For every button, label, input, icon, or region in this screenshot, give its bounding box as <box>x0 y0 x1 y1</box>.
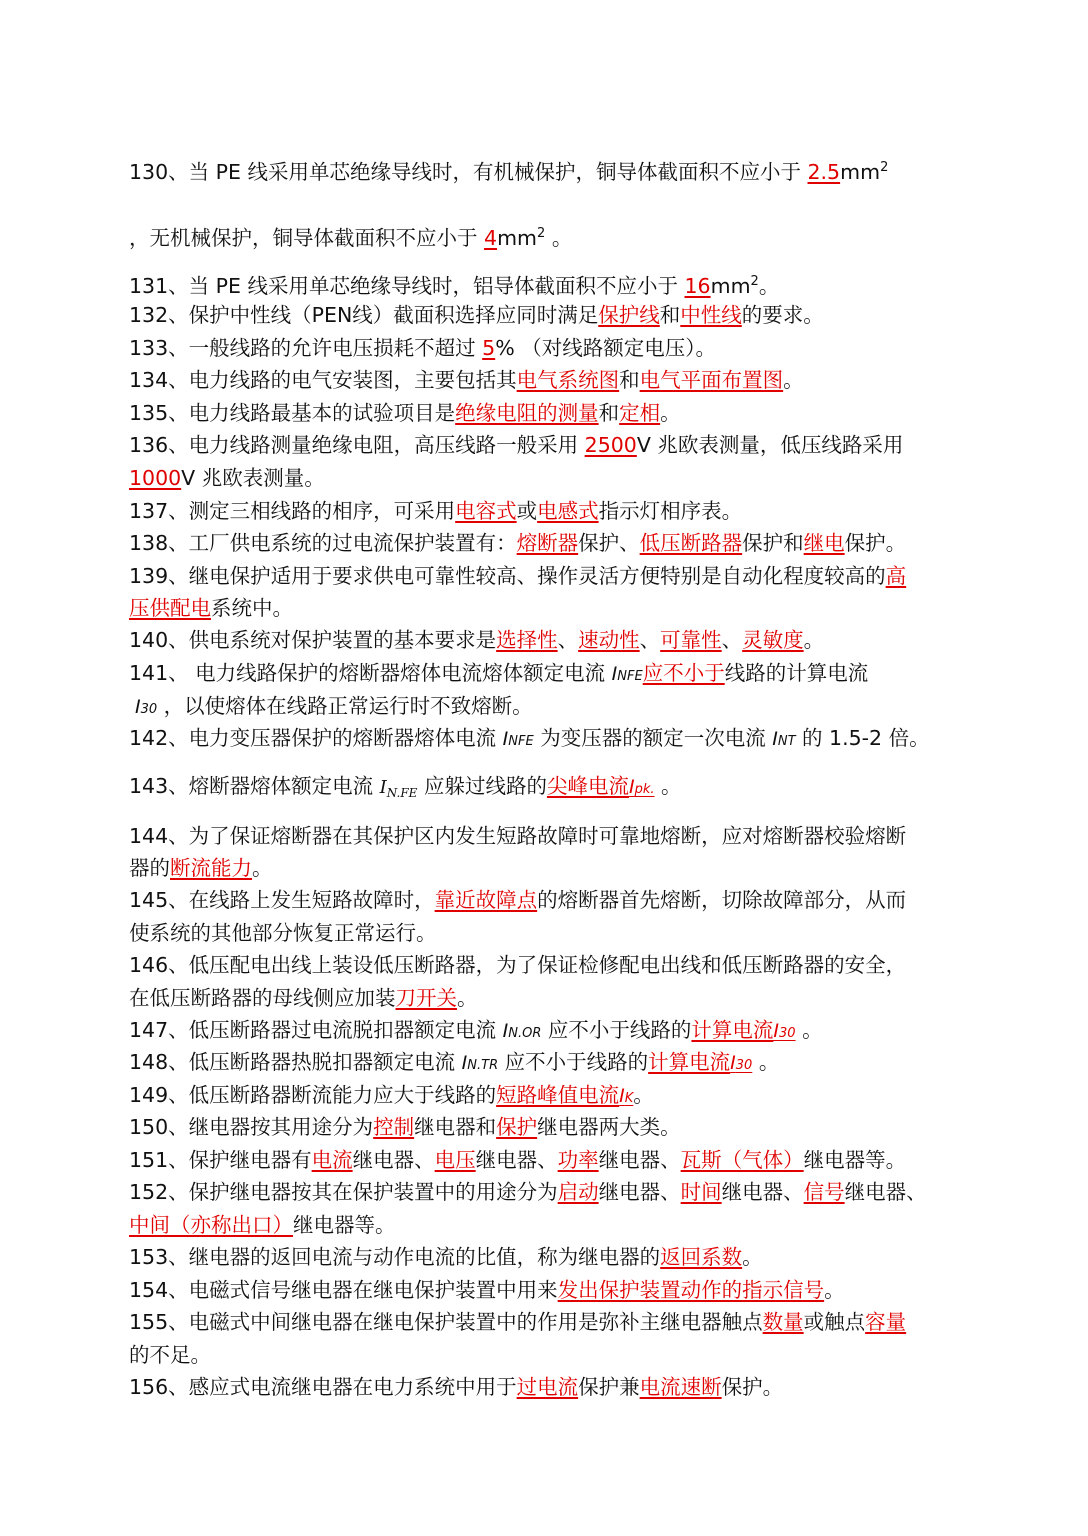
item-143 <box>129 772 682 802</box>
answer: 发出保护装置动作的指示信号 <box>557 1278 825 1302</box>
text: 151、保护继电器有 <box>129 1148 312 1172</box>
text: 继电器等。 <box>293 1213 396 1237</box>
text: 139、继电保护适用于要求供电可靠性较高、操作灵活方便特别是自动化程度较高的 <box>129 564 886 588</box>
text: 或 <box>516 499 538 523</box>
text: 143、熔断器熔体额定电流 <box>129 774 380 798</box>
answer: 电气系统图 <box>516 368 620 392</box>
answer: 保护 <box>496 1115 538 1139</box>
text: 。 <box>824 1278 845 1302</box>
text: 140、供电系统对保护装置的基本要求是 <box>129 628 497 652</box>
answer: 靠近故障点 <box>434 888 538 912</box>
answer: 启动 <box>557 1180 599 1204</box>
item-155-line-2 <box>129 1341 211 1371</box>
answer: 4 <box>484 226 498 250</box>
text: 保护、 <box>578 531 640 555</box>
text: 156、感应式电流继电器在电力系统中用于 <box>129 1375 517 1399</box>
text: 。 <box>758 274 780 298</box>
text: ，无机械保护，铜导体截面积不应小于 <box>129 226 485 250</box>
item-142 <box>129 724 930 754</box>
text: 为变压器的额定一次电流 <box>533 726 773 750</box>
item-152-line-2 <box>129 1211 396 1241</box>
text: 149、低压断路器断流能力应大于线路的 <box>129 1083 497 1107</box>
item-146-line-1 <box>129 951 906 981</box>
symbol: I <box>611 663 618 685</box>
text: 144、为了保证熔断器在其保护区内发生短路故障时可靠地熔断，应对熔断器校验熔断 <box>129 824 907 848</box>
text: 147、低压断路器过电流脱扣器额定电流 <box>129 1018 503 1042</box>
text: 继电器、 <box>352 1148 435 1172</box>
text: 137、测定三相线路的相序，可采用 <box>129 499 456 523</box>
text: 、 <box>557 628 579 652</box>
symbol-subscript: N.TR <box>467 1058 499 1073</box>
item-136-line-2 <box>129 464 325 494</box>
text: ，以使熔体在线路正常运行时不致熔断。 <box>157 694 533 718</box>
text: 、 <box>639 628 661 652</box>
item-152-line-1 <box>129 1178 927 1208</box>
text: 继电器等。 <box>803 1148 907 1172</box>
item-140 <box>129 626 824 656</box>
text: 。 <box>795 1018 823 1042</box>
answer: 计算电流 <box>691 1018 774 1042</box>
text: 155、电磁式中间继电器在继电保护装置中的作用是弥补主继电器触点 <box>129 1310 763 1334</box>
answer: 2500 <box>584 433 637 457</box>
text: 应不小于线路的 <box>541 1018 692 1042</box>
answer: 2.5 <box>807 160 841 184</box>
text: 指示灯相序表。 <box>598 499 743 523</box>
answer: 电气平面布置图 <box>639 368 784 392</box>
text: 。 <box>545 226 573 250</box>
text: 和 <box>659 303 681 327</box>
item-144-line-1 <box>129 822 906 852</box>
superscript: 2 <box>750 274 759 289</box>
text: 145、在线路上发生短路故障时， <box>129 888 435 912</box>
answer: 短路峰值电流 <box>496 1083 620 1107</box>
item-154 <box>129 1276 845 1306</box>
text: mm <box>497 226 538 250</box>
answer: 熔断器 <box>516 531 579 555</box>
symbol: I <box>772 728 778 750</box>
symbol: I <box>502 728 509 750</box>
answer: 应不小于 <box>642 661 725 685</box>
text: 。 <box>752 1050 780 1074</box>
answer: 容量 <box>865 1310 907 1334</box>
symbol: I <box>628 776 635 798</box>
item-151 <box>129 1146 906 1176</box>
answer: 时间 <box>680 1180 722 1204</box>
item-130-line-2 <box>129 220 572 250</box>
text: V 兆欧表测量，低压线路采用 <box>636 433 904 457</box>
text: 继电器和 <box>414 1115 497 1139</box>
answer: 电容式 <box>455 499 517 523</box>
text: 的熔断器首先熔断，切除故障部分，从而 <box>537 888 907 912</box>
text: 136、电力线路测量绝缘电阻，高压线路一般采用 <box>129 433 585 457</box>
symbol-subscript: 30 <box>779 1026 796 1041</box>
answer: 断流能力 <box>170 856 252 880</box>
symbol: I <box>773 1020 780 1042</box>
item-147 <box>129 1016 823 1046</box>
answer: 16 <box>684 274 711 298</box>
text: 。 <box>252 856 273 880</box>
text: 。 <box>457 986 478 1010</box>
item-153 <box>129 1243 763 1273</box>
symbol-subscript: 30 <box>140 702 158 717</box>
item-146-line-2 <box>129 984 478 1014</box>
symbol: I <box>379 777 387 798</box>
text: 或触点 <box>803 1310 866 1334</box>
text: % （对线路额定电压）。 <box>495 336 716 360</box>
item-156 <box>129 1373 783 1403</box>
symbol-subscript: N.OR <box>508 1026 542 1041</box>
answer: 刀开关 <box>395 986 457 1010</box>
answer: 1000 <box>129 466 182 490</box>
item-139-line-2 <box>129 594 293 624</box>
symbol: I <box>502 1020 509 1042</box>
text: 应躲过线路的 <box>417 774 547 798</box>
item-145-line-1 <box>129 886 906 916</box>
answer: 中性线 <box>680 303 742 327</box>
text: 。 <box>783 368 804 392</box>
symbol-subscript: NFE <box>617 669 643 684</box>
text: 148、低压断路器热脱扣器额定电流 <box>129 1050 462 1074</box>
text: 保护。 <box>721 1375 784 1399</box>
answer: 电流速断 <box>639 1375 722 1399</box>
answer: 保护线 <box>598 303 660 327</box>
item-150 <box>129 1113 681 1143</box>
symbol-subscript: NFE <box>508 734 534 749</box>
text: 和 <box>598 401 620 425</box>
answer: 信号 <box>803 1180 845 1204</box>
item-144-line-2 <box>129 854 273 884</box>
answer: 计算电流 <box>648 1050 731 1074</box>
symbol-subscript: K <box>624 1091 634 1106</box>
answer: 继电 <box>803 531 845 555</box>
answer: 控制 <box>373 1115 415 1139</box>
symbol-subscript: NT <box>777 734 796 749</box>
answer: 低压断路器 <box>639 531 743 555</box>
text: 138、工厂供电系统的过电流保护装置有： <box>129 531 517 555</box>
text: 系统中。 <box>211 596 293 620</box>
item-130-line-1 <box>129 154 888 184</box>
answer: 电感式 <box>537 499 599 523</box>
item-148 <box>129 1048 779 1078</box>
symbol: I <box>730 1052 736 1074</box>
item-138 <box>129 529 906 559</box>
text: 。 <box>803 628 825 652</box>
text: 器的 <box>129 856 170 880</box>
text: 。 <box>660 401 681 425</box>
answer: 速动性 <box>578 628 640 652</box>
answer: 压供配电 <box>129 596 211 620</box>
text: 。 <box>633 1083 654 1107</box>
text: 142、电力变压器保护的熔断器熔体电流 <box>129 726 503 750</box>
answer: 高 <box>885 564 907 588</box>
answer: 选择性 <box>496 628 558 652</box>
text: 保护兼 <box>578 1375 640 1399</box>
symbol: I <box>619 1085 625 1107</box>
text: V 兆欧表测量。 <box>181 466 325 490</box>
item-137 <box>129 497 742 527</box>
text: 132、保护中性线（PEN线）截面积选择应同时满足 <box>129 303 599 327</box>
item-135 <box>129 399 681 429</box>
answer: 可靠性 <box>660 628 722 652</box>
text: 146、低压配电出线上装设低压断路器，为了保证检修配电出线和低压断路器的安全， <box>129 953 907 977</box>
symbol-subscript: N.FE <box>386 786 418 800</box>
text: 保护。 <box>844 531 907 555</box>
text: 和 <box>619 368 640 392</box>
text: 154、电磁式信号继电器在继电保护装置中用来 <box>129 1278 558 1302</box>
text: mm <box>840 160 881 184</box>
text: 131、当 PE 线采用单芯绝缘导线时，铝导体截面积不应小于 <box>129 274 685 298</box>
symbol-subscript: 30 <box>735 1058 753 1073</box>
text: 150、继电器按其用途分为 <box>129 1115 374 1139</box>
text: 141、 电力线路保护的熔断器熔体电流熔体额定电流 <box>129 661 612 685</box>
item-155-line-1 <box>129 1308 906 1338</box>
text: 使系统的其他部分恢复正常运行。 <box>129 921 437 945</box>
text: 继电器、 <box>475 1148 558 1172</box>
text: 继电器、 <box>598 1148 681 1172</box>
answer: 灵敏度 <box>742 628 804 652</box>
text: 保护和 <box>742 531 804 555</box>
text: 的不足。 <box>129 1343 211 1367</box>
symbol: I <box>461 1052 468 1074</box>
answer: 中间（亦称出口） <box>129 1213 293 1237</box>
text: 应不小于线路的 <box>498 1050 649 1074</box>
item-141-line-1 <box>129 659 868 689</box>
answer: 瓦斯（气体） <box>680 1148 804 1172</box>
text: 133、一般线路的允许电压损耗不超过 <box>129 336 483 360</box>
text: 继电器、 <box>598 1180 681 1204</box>
answer: 定相 <box>619 401 661 425</box>
text: 130、当 PE 线采用单芯绝缘导线时，有机械保护，铜导体截面积不应小于 <box>129 160 808 184</box>
answer: 过电流 <box>516 1375 579 1399</box>
answer: 返回系数 <box>660 1245 743 1269</box>
answer: 数量 <box>762 1310 804 1334</box>
text: 的要求。 <box>741 303 824 327</box>
text: 继电器、 <box>721 1180 804 1204</box>
text: 在低压断路器的母线侧应加装 <box>129 986 396 1010</box>
text: 继电器两大类。 <box>537 1115 681 1139</box>
text: 135、电力线路最基本的试验项目是 <box>129 401 456 425</box>
item-132 <box>129 301 824 331</box>
text: 的 1.5-2 倍。 <box>795 726 930 750</box>
answer: 尖峰电流 <box>546 774 629 798</box>
superscript: 2 <box>537 226 546 241</box>
text: 。 <box>654 774 682 798</box>
text: 。 <box>742 1245 763 1269</box>
text: mm <box>710 274 751 298</box>
answer: 功率 <box>557 1148 599 1172</box>
symbol: I <box>135 696 141 718</box>
text: 152、保护继电器按其在保护装置中的用途分为 <box>129 1180 558 1204</box>
answer: 绝缘电阻的测量 <box>455 401 599 425</box>
answer: 电压 <box>434 1148 476 1172</box>
item-134 <box>129 366 804 396</box>
item-133 <box>129 334 716 364</box>
item-145-line-2 <box>129 919 437 949</box>
text: 153、继电器的返回电流与动作电流的比值，称为继电器的 <box>129 1245 661 1269</box>
item-131 <box>129 268 779 298</box>
superscript: 2 <box>880 160 889 175</box>
text: 线路的计算电流 <box>724 661 869 685</box>
text: 、 <box>721 628 743 652</box>
item-139-line-1 <box>129 562 906 592</box>
symbol-subscript: pk. <box>634 782 655 797</box>
answer: 电流 <box>311 1148 353 1172</box>
item-141-line-2 <box>135 692 533 722</box>
item-136-line-1 <box>129 431 903 461</box>
text: 继电器、 <box>844 1180 927 1204</box>
item-149 <box>129 1081 654 1111</box>
text: 134、电力线路的电气安装图，主要包括其 <box>129 368 517 392</box>
answer: 5 <box>482 336 496 360</box>
